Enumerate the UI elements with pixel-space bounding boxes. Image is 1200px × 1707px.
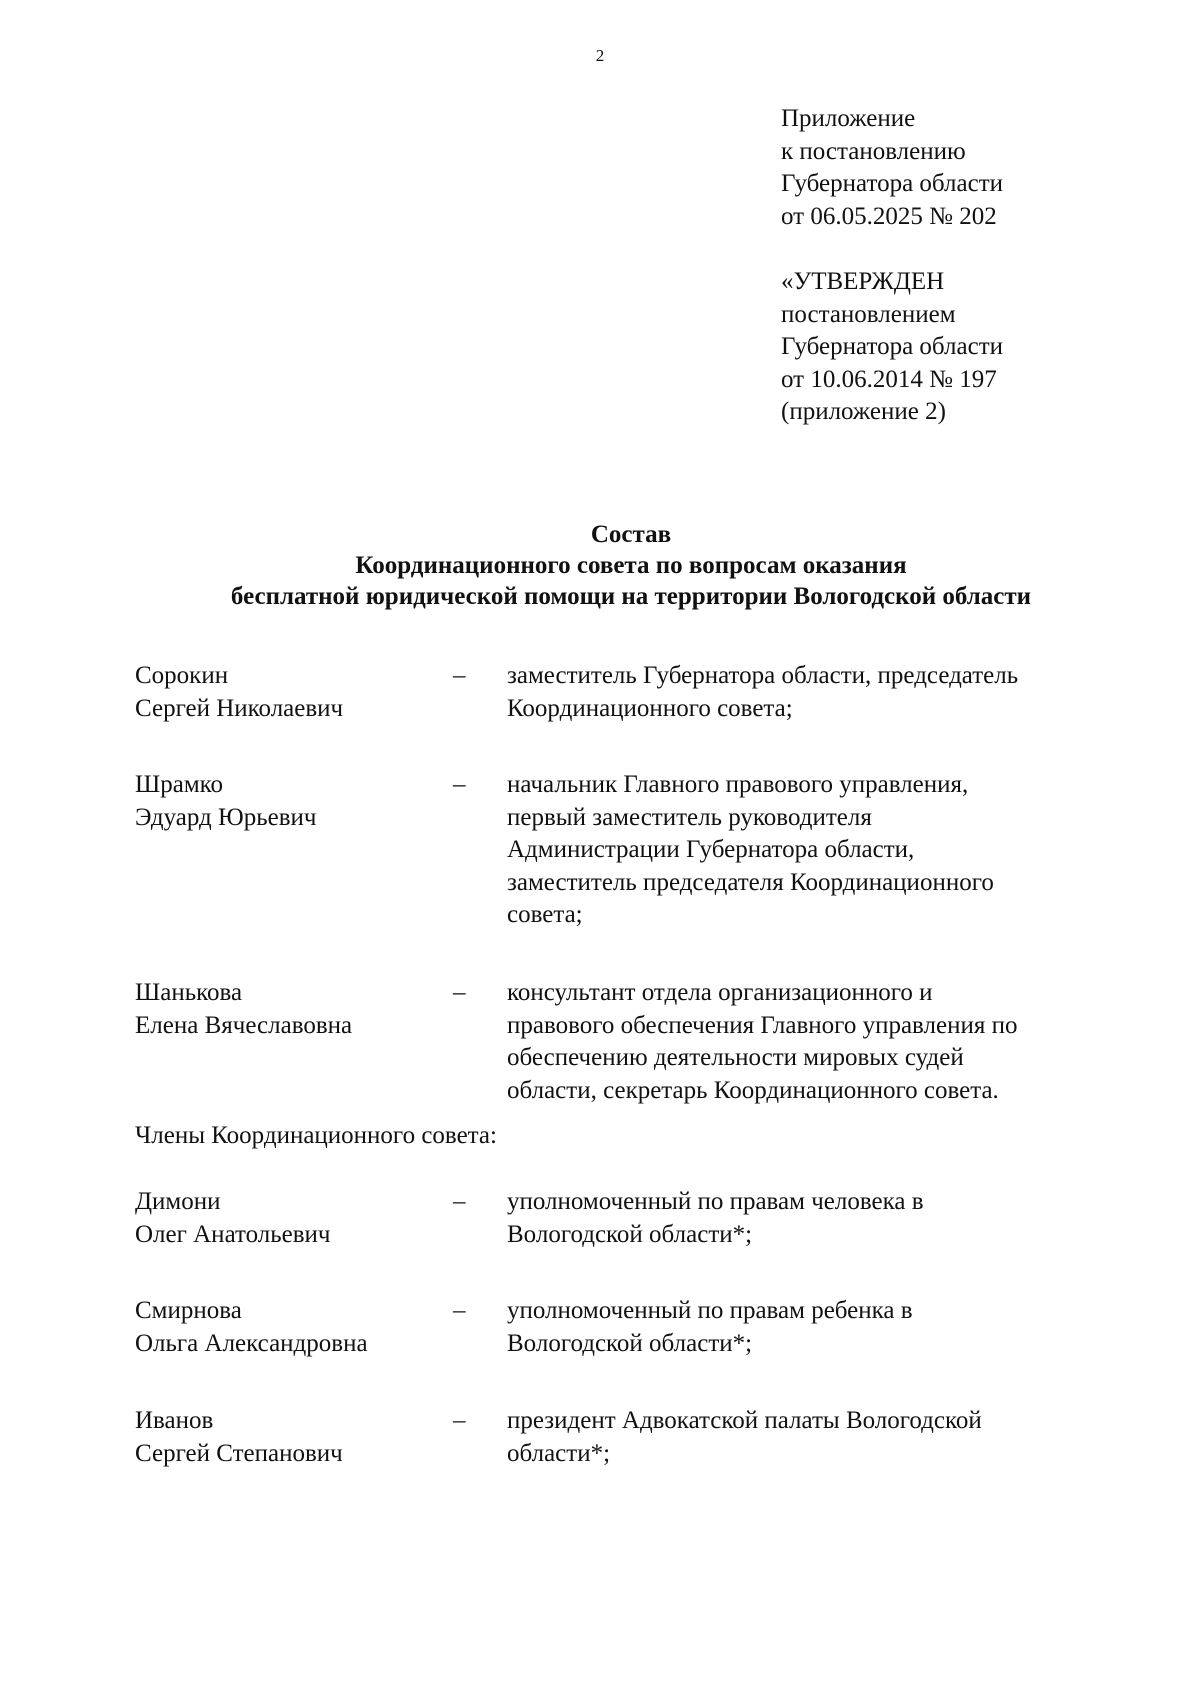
appendix-line: от 06.05.2025 № 202: [781, 202, 997, 230]
member-given-names: Елена Вячеславовна: [135, 1011, 353, 1039]
member-given-names: Эдуард Юрьевич: [135, 803, 317, 831]
document-title: [0, 519, 1200, 612]
member-surname: Смирнова: [135, 1297, 242, 1324]
member-role: [507, 769, 1127, 932]
appendix-line: Приложение: [781, 105, 916, 132]
member-dash: –: [453, 979, 466, 1006]
member-dash: –: [453, 771, 466, 798]
member-surname: Иванов: [135, 1407, 214, 1434]
approved-line: Губернатора области: [781, 333, 1003, 360]
member-given-names: Олег Анатольевич: [135, 1220, 331, 1248]
members-heading: Члены Координационного совета:: [135, 1122, 497, 1149]
member-role: [507, 977, 1127, 1107]
title-line: бесплатной юридической помощи на территории Вологодской области: [230, 583, 1032, 610]
member-name: [135, 1186, 435, 1251]
member-name: [135, 1405, 435, 1470]
member-role: [507, 660, 1127, 725]
member-dash: –: [453, 1188, 466, 1215]
member-dash: –: [453, 662, 466, 689]
member-role: [507, 1186, 1127, 1251]
member-name: [135, 660, 435, 725]
role-line: Координационного совета;: [507, 694, 793, 722]
appendix-line: Губернатора области: [781, 170, 1003, 197]
role-line: Вологодской области*;: [507, 1220, 753, 1248]
role-line: заместитель председателя Координационного: [507, 868, 994, 896]
role-line: области*;: [507, 1439, 611, 1467]
member-dash: –: [453, 1297, 466, 1324]
member-name: [135, 977, 435, 1042]
member-given-names: Ольга Александровна: [135, 1329, 368, 1357]
role-line: начальник Главного правового управления,: [507, 771, 969, 798]
member-dash: –: [453, 1407, 466, 1434]
member-name: [135, 769, 435, 834]
member-role: [507, 1405, 1127, 1470]
role-line: первый заместитель руководителя: [507, 803, 872, 831]
member-name: [135, 1295, 435, 1360]
role-line: Вологодской области*;: [507, 1329, 753, 1357]
role-line: области, секретарь Координационного совета.: [507, 1076, 999, 1104]
member-surname: Шанькова: [135, 979, 243, 1006]
member-surname: Димони: [135, 1188, 221, 1215]
appendix-line: к постановлению: [781, 137, 966, 165]
approved-line: (приложение 2): [781, 398, 946, 425]
approved-block: [781, 266, 1181, 429]
role-line: уполномоченный по правам человека в: [507, 1188, 924, 1215]
role-line: совета;: [507, 901, 583, 928]
role-line: заместитель Губернатора области, председатель: [507, 662, 1019, 689]
member-surname: Сорокин: [135, 662, 229, 689]
approved-line: от 10.06.2014 № 197: [781, 365, 997, 393]
role-line: уполномоченный по правам ребенка в: [507, 1297, 913, 1324]
member-surname: Шрамко: [135, 771, 224, 798]
approved-line: постановлением: [781, 300, 956, 328]
title-line: Состав: [590, 521, 672, 548]
role-line: президент Адвокатской палаты Вологодской: [507, 1407, 982, 1434]
role-line: правового обеспечения Главного управления по: [507, 1011, 1018, 1039]
role-line: Администрации Губернатора области,: [507, 836, 915, 863]
role-line: консультант отдела организационного и: [507, 979, 933, 1006]
member-given-names: Сергей Николаевич: [135, 694, 344, 722]
title-line: Координационного совета по вопросам оказания: [355, 552, 907, 579]
page-number: 2: [595, 46, 605, 65]
member-role: [507, 1295, 1127, 1360]
approved-line: «УТВЕРЖДЕН: [781, 268, 945, 295]
appendix-block: [781, 103, 1181, 233]
role-line: обеспечению деятельности мировых судей: [507, 1044, 964, 1071]
member-given-names: Сергей Степанович: [135, 1439, 343, 1467]
